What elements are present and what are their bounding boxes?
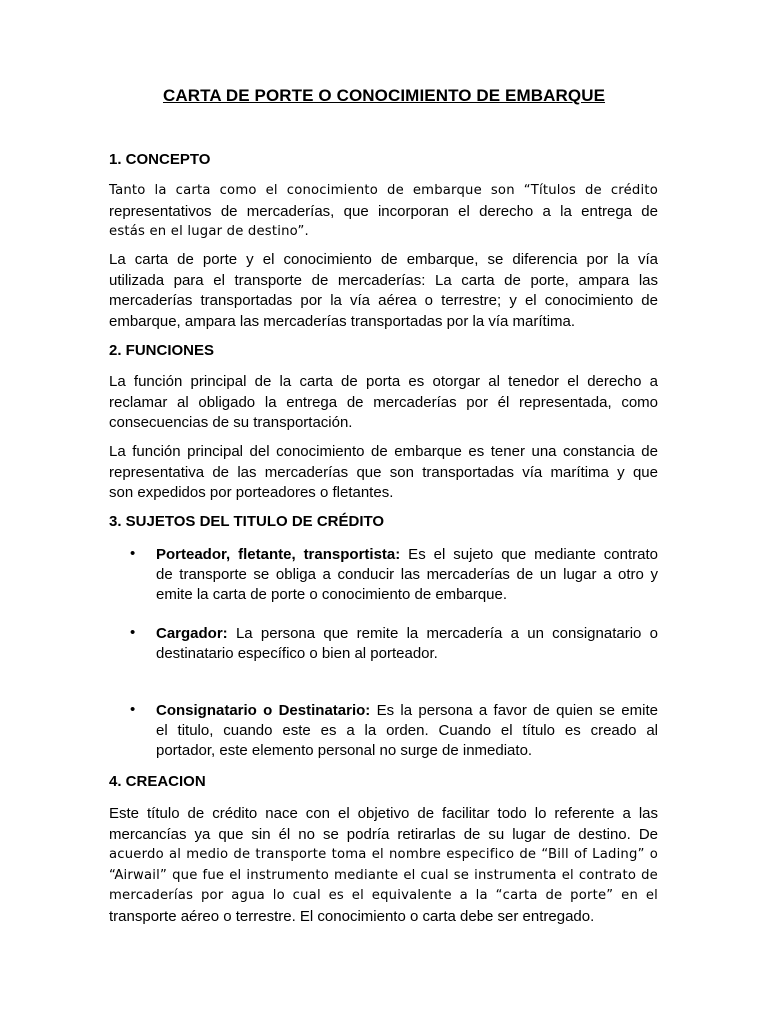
text-line: mercaderías por agua lo cual es el equivalente a la “carta de porte” en el <box>109 888 658 903</box>
text-line: La función principal del conocimiento de embarque es tener una constancia de <box>109 443 658 460</box>
section-heading-sujetos: 3. SUJETOS DEL TITULO DE CRÉDITO <box>109 513 385 530</box>
text-line: La persona que remite la mercadería a un consignatario o <box>227 625 658 642</box>
text-line: estás en el lugar de destino”. <box>109 224 309 239</box>
text-line: de transporte se obliga a conducir las mercaderías de un lugar a otro y <box>156 566 658 583</box>
creacion-paragraph-1 <box>109 804 658 927</box>
text-line: el titulo, cuando este es a la orden. Cuando el título es creado al <box>156 722 658 739</box>
funciones-paragraph-2 <box>109 442 658 504</box>
document-title: CARTA DE PORTE O CONOCIMIENTO DE EMBARQUE <box>162 86 606 105</box>
text-line: Es la persona a favor de quien se emite <box>370 702 658 719</box>
section-heading-creacion: 4. CREACION <box>109 773 206 790</box>
text-line: Este título de crédito nace con el objetivo de facilitar todo lo referente a las <box>109 805 658 822</box>
list-item-term: Cargador: <box>156 625 228 642</box>
text-line: emite la carta de porte o conocimiento de embarque. <box>156 586 508 603</box>
text-line: acuerdo al medio de transporte toma el nombre especifico de “Bill of Lading” o <box>109 847 658 862</box>
text-line: “Airwail” que fue el instrumento mediante el cual se instrumenta el contrato de <box>109 867 658 883</box>
list-item-term: Porteador, fletante, transportista: <box>156 546 401 563</box>
text-line: Es el sujeto que mediante contrato <box>400 546 658 563</box>
concepto-paragraph-1 <box>109 181 658 243</box>
text-line: son expedidos por porteadores o fletantes. <box>109 484 394 501</box>
bullet-icon: • <box>130 545 136 562</box>
text-line: transporte aéreo o terrestre. El conocimiento o carta debe ser entregado. <box>109 907 595 925</box>
text-line: utilizada para el transporte de mercaderías: La carta de porte, ampara las <box>109 271 658 289</box>
section-heading-concepto: 1. CONCEPTO <box>109 151 211 168</box>
text-line: representativa de las mercaderías que son transportadas vía marítima y que <box>109 463 658 481</box>
text-line: reclamar al obligado la entrega de mercaderías por él representada, como <box>109 393 658 411</box>
text-line: La carta de porte y el conocimiento de embarque, se diferencia por la vía <box>109 251 658 268</box>
list-item-term: Consignatario o Destinatario: <box>156 702 371 719</box>
text-line: mercaderías transportadas por la vía aérea o terrestre; y el conocimiento de <box>109 292 658 309</box>
list-item-cargador <box>156 624 658 664</box>
text-line: La función principal de la carta de porta es otorgar al tenedor el derecho a <box>109 373 658 390</box>
section-heading-funciones: 2. FUNCIONES <box>109 342 215 359</box>
list-item-consignatario <box>156 701 658 761</box>
funciones-paragraph-1 <box>109 372 658 434</box>
text-line: representativos de mercaderías, que incorporan el derecho a la entrega de <box>109 202 658 220</box>
text-line: embarque, ampara las mercaderías transportadas por la vía marítima. <box>109 312 576 330</box>
text-line: consecuencias de su transportación. <box>109 414 353 431</box>
text-line: mercancías ya que sin él no se podría retirarlas de su lugar de destino. De <box>109 825 658 843</box>
text-line: portador, este elemento personal no surge de inmediato. <box>156 742 533 759</box>
bullet-icon: • <box>130 624 136 641</box>
text-line: destinatario específico o bien al porteador. <box>156 645 438 662</box>
list-item-porteador <box>156 545 658 605</box>
concepto-paragraph-2 <box>109 250 658 332</box>
bullet-icon: • <box>130 701 136 718</box>
text-line: Tanto la carta como el conocimiento de embarque son “Títulos de crédito <box>109 183 658 198</box>
